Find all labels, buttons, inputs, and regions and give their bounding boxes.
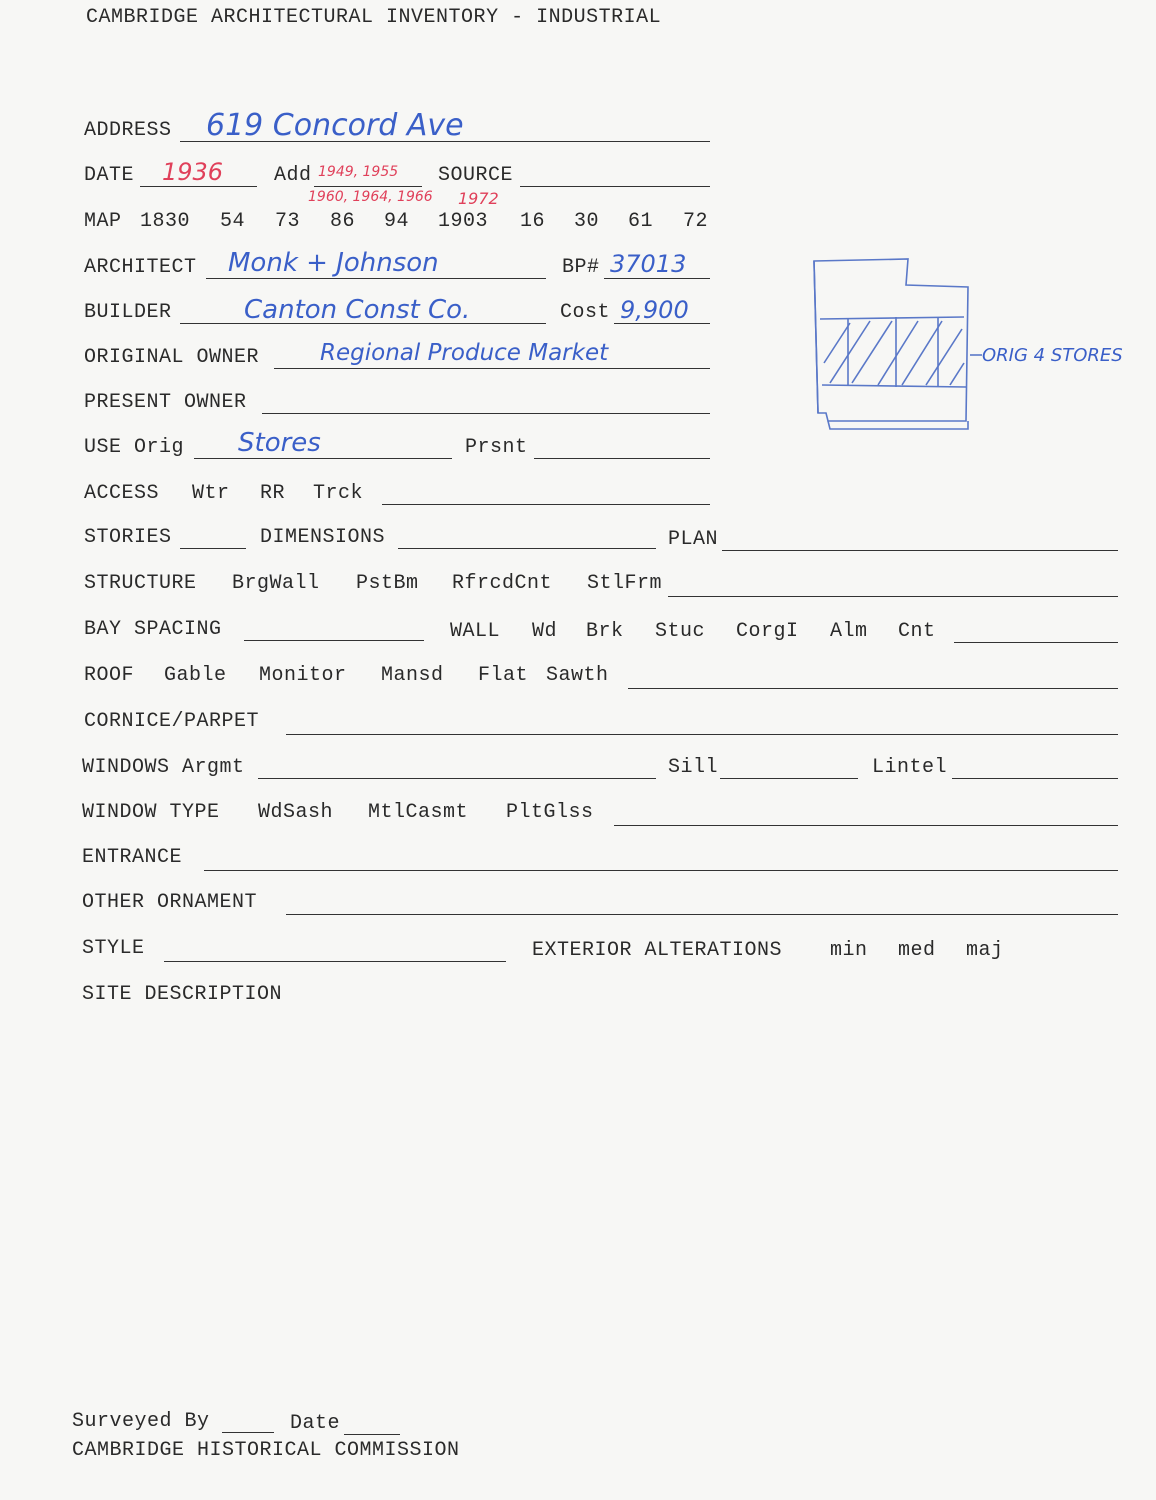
access-label: ACCESS [84,482,160,505]
map-year: 72 [683,210,709,233]
access-opt: Wtr [192,482,230,505]
access-opt: Trck [313,482,364,505]
date-value: 1936 [162,158,224,186]
source-line [520,186,710,187]
lintel-label: Lintel [872,756,948,779]
wall-opt: Alm [830,620,868,643]
wall-opt: Cnt [898,620,936,643]
wall-opt: Brk [586,620,624,643]
alteration-opt: maj [966,939,1004,962]
form-title: CAMBRIDGE ARCHITECTURAL INVENTORY - INDUSTRIAL [86,6,662,29]
roof-opt: Mansd [381,664,444,687]
alteration-opt: min [830,939,868,962]
other-ornament-line [286,914,1118,915]
bay-spacing-line [244,640,424,641]
roof-opt: Flat [478,664,529,687]
add-value-2: 1960, 1964, 1966 [308,189,433,205]
present-owner-label: PRESENT OWNER [84,391,247,414]
bp-label: BP# [562,256,600,279]
wall-opt: CorgI [736,620,799,643]
cost-label: Cost [560,301,611,324]
stories-line [180,548,246,549]
exterior-alterations-label: EXTERIOR ALTERATIONS [532,939,783,962]
map-year: 1830 [140,210,191,233]
dimensions-line [398,548,656,549]
survey-date-label: Date [290,1412,341,1435]
structure-opt: RfrcdCnt [452,572,553,595]
structure-label: STRUCTURE [84,572,197,595]
wall-opt: Wd [532,620,558,643]
dimensions-label: DIMENSIONS [260,526,386,549]
map-year: 86 [330,210,356,233]
bp-line [604,278,710,279]
architect-value: Monk + Johnson [228,248,439,278]
stories-label: STORIES [84,526,172,549]
structure-line [668,596,1118,597]
builder-label: BUILDER [84,301,172,324]
entrance-label: ENTRANCE [82,846,183,869]
cost-value: 9,900 [620,296,689,324]
wall-line [954,642,1118,643]
prsnt-line [534,458,710,459]
surveyed-by-label: Surveyed By [72,1410,210,1433]
window-type-opt: PltGlss [506,801,594,824]
map-year: 73 [275,210,301,233]
original-owner-value: Regional Produce Market [320,340,609,366]
style-line [164,961,506,962]
sill-line [720,778,858,779]
roof-opt: Sawth [546,664,609,687]
map-year: 94 [384,210,410,233]
window-type-line [614,825,1118,826]
roof-opt: Monitor [259,664,347,687]
use-orig-value: Stores [238,428,321,458]
use-orig-label: USE Orig [84,436,185,459]
sketch-note: ORIG 4 STORES [982,345,1123,366]
original-owner-line [274,368,710,369]
architect-label: ARCHITECT [84,256,197,279]
builder-value: Canton Const Co. [244,295,471,325]
commission-label: CAMBRIDGE HISTORICAL COMMISSION [72,1439,460,1462]
access-line [382,504,710,505]
access-opt: RR [260,482,286,505]
source-label: SOURCE [438,164,514,187]
cornice-line [286,734,1118,735]
bay-spacing-label: BAY SPACING [84,618,222,641]
roof-line [628,688,1118,689]
use-orig-line [194,458,452,459]
architect-line [206,278,546,279]
address-label: ADDRESS [84,119,172,142]
sill-label: Sill [668,756,719,779]
date-label: DATE [84,164,135,187]
other-ornament-label: OTHER ORNAMENT [82,891,258,914]
prsnt-label: Prsnt [465,436,528,459]
map-year: 1903 [438,210,489,233]
map-label: MAP [84,210,122,233]
roof-opt: Gable [164,664,227,687]
address-value: 619 Concord Ave [206,108,464,143]
windows-argmt-line [258,778,656,779]
add-line [314,186,422,187]
alteration-opt: med [898,939,936,962]
floor-plan-sketch-icon [800,245,1130,435]
original-owner-label: ORIGINAL OWNER [84,346,260,369]
window-type-opt: WdSash [258,801,334,824]
window-type-label: WINDOW TYPE [82,801,220,824]
windows-argmt-label: WINDOWS Argmt [82,756,245,779]
entrance-line [204,870,1118,871]
structure-opt: BrgWall [232,572,320,595]
survey-date-line [344,1434,400,1435]
present-owner-line [262,413,710,414]
lintel-line [952,778,1118,779]
map-year: 54 [220,210,246,233]
date-line [140,186,257,187]
add-value-1: 1949, 1955 [318,164,399,180]
plan-line [722,550,1118,551]
structure-opt: PstBm [356,572,419,595]
map-year: 61 [628,210,654,233]
roof-label: ROOF [84,664,135,687]
site-description-label: SITE DESCRIPTION [82,983,283,1006]
add-label: Add [274,164,312,187]
style-label: STYLE [82,937,145,960]
structure-opt: StlFrm [587,572,663,595]
plan-label: PLAN [668,528,719,551]
cornice-label: CORNICE/PARPET [84,710,260,733]
map-year: 16 [520,210,546,233]
window-type-opt: MtlCasmt [368,801,469,824]
add-value-3: 1972 [458,189,499,208]
wall-label: WALL [450,620,501,643]
surveyed-by-line [222,1432,274,1433]
bp-value: 37013 [610,250,687,278]
wall-opt: Stuc [655,620,706,643]
map-year: 30 [574,210,600,233]
